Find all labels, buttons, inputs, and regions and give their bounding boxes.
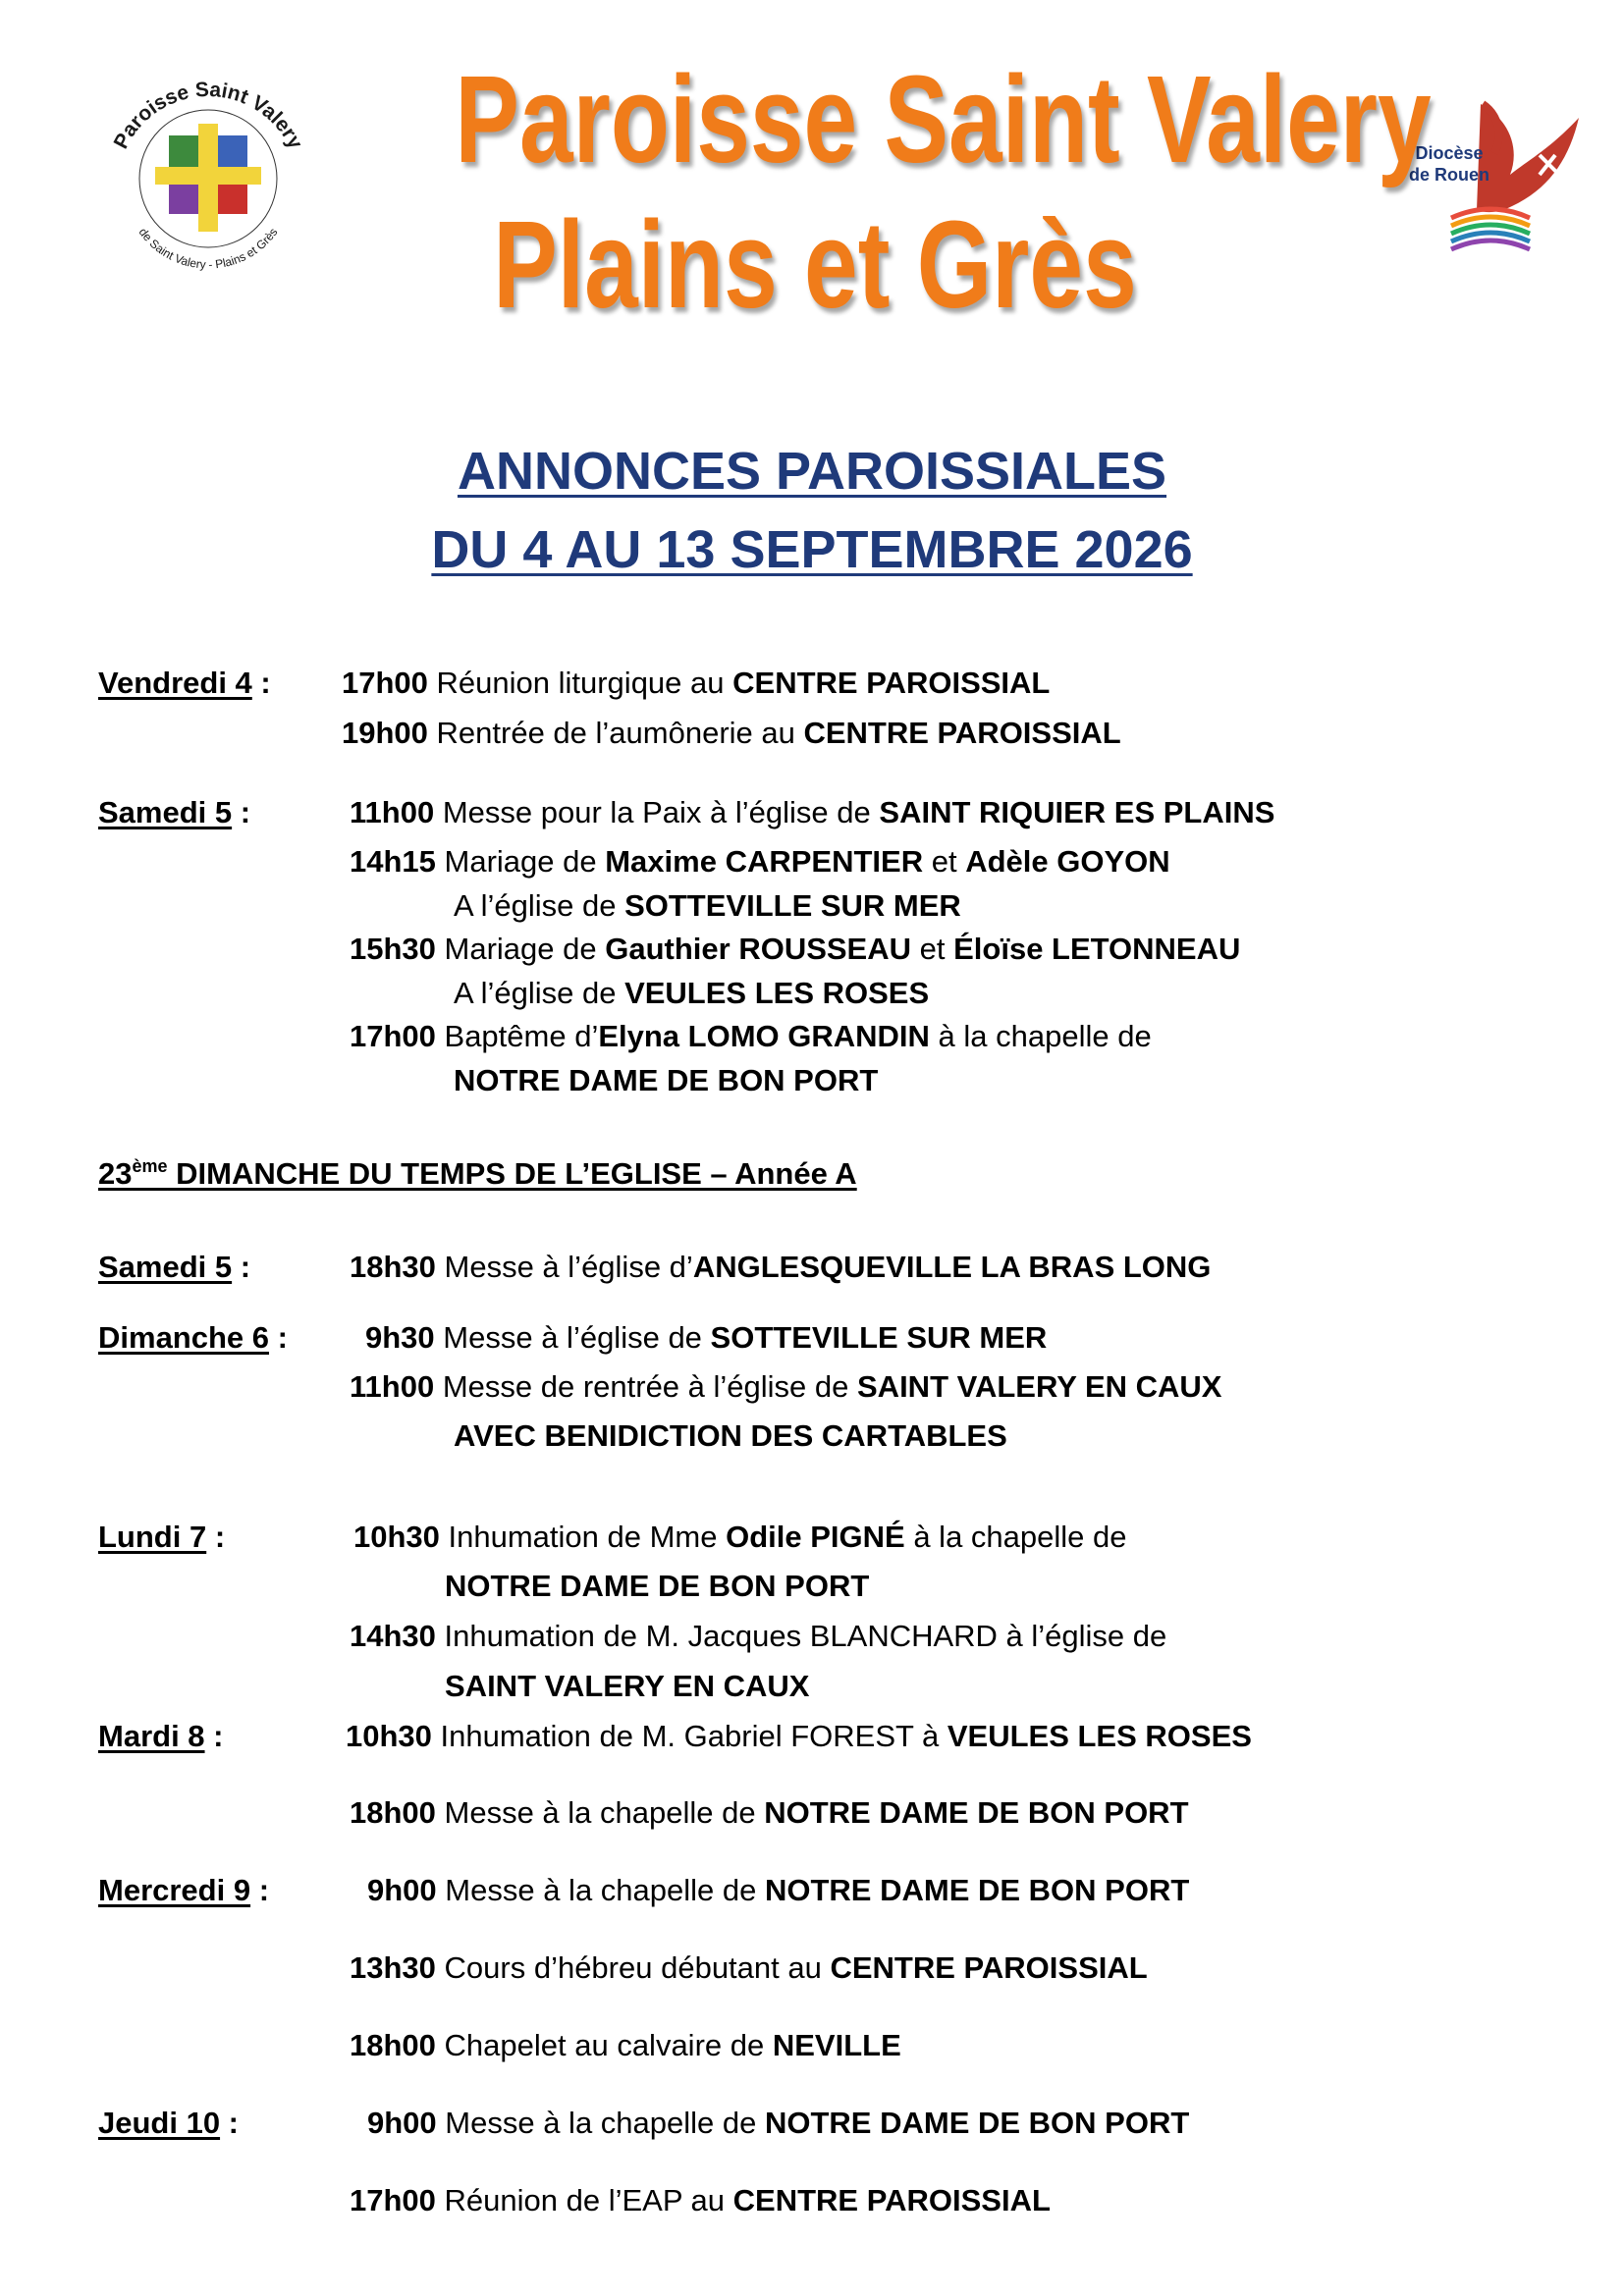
day-label: Samedi 5 : — [98, 1250, 251, 1284]
logo-title: Paroisse Saint Valery — [109, 78, 307, 153]
logo-text-line1: Diocèse — [1415, 143, 1484, 163]
cross-emblem-icon — [90, 77, 326, 293]
event-line: 14h15 Mariage de Maxime CARPENTIER et Adèle GOYON — [350, 844, 1170, 879]
event-line: NOTRE DAME DE BON PORT — [445, 1569, 870, 1603]
page-title-line1: Paroisse Saint Valery — [455, 50, 1432, 188]
svg-text:de Saint Valery - Plains et Gr — [136, 226, 281, 272]
event-line: 14h30 Inhumation de M. Jacques BLANCHARD à l’église de — [350, 1619, 1167, 1653]
event-line: 9h00 Messe à la chapelle de NOTRE DAME DE BON PORT — [367, 1873, 1190, 1907]
event-line: 9h00 Messe à la chapelle de NOTRE DAME DE BON PORT — [367, 2106, 1190, 2140]
day-label: Jeudi 10 : — [98, 2106, 239, 2140]
day-label: Samedi 5 : — [98, 795, 251, 829]
heading-line2: DU 4 AU 13 SEPTEMBRE 2026 — [431, 520, 1193, 579]
liturgical-sunday-heading: 23ème DIMANCHE DU TEMPS DE L’EGLISE – Année A — [98, 1156, 857, 1191]
event-line: 13h30 Cours d’hébreu débutant au CENTRE PAROISSIAL — [350, 1950, 1148, 1985]
event-line: SAINT VALERY EN CAUX — [445, 1669, 810, 1703]
event-line: 11h00 Messe de rentrée à l’église de SAINT VALERY EN CAUX — [350, 1369, 1222, 1404]
event-line: NOTRE DAME DE BON PORT — [454, 1063, 879, 1097]
heading-line1: ANNONCES PAROISSIALES — [457, 442, 1167, 501]
parish-logo — [90, 77, 326, 293]
event-line: 18h00 Chapelet au calvaire de NEVILLE — [350, 2028, 901, 2062]
page-title-line2: Plains et Grès — [493, 195, 1137, 334]
logo-text-line2: de Rouen — [1408, 165, 1490, 185]
day-label: Mercredi 9 : — [98, 1873, 270, 1907]
event-line: 9h30 Messe à l’église de SOTTEVILLE SUR MER — [365, 1320, 1048, 1355]
day-label: Dimanche 6 : — [98, 1320, 288, 1355]
event-line: 17h00 Réunion liturgique au CENTRE PAROISSIAL — [342, 666, 1051, 700]
event-line: 17h00 Réunion de l’EAP au CENTRE PAROISSIAL — [350, 2183, 1051, 2217]
event-line: 10h30 Inhumation de Mme Odile PIGNÉ à la chapelle de — [353, 1520, 1127, 1554]
day-label: Lundi 7 : — [98, 1520, 226, 1554]
event-line: 18h00 Messe à la chapelle de NOTRE DAME DE BON PORT — [350, 1795, 1189, 1830]
event-line: 11h00 Messe pour la Paix à l’église de SAINT RIQUIER ES PLAINS — [350, 795, 1275, 829]
event-line: 18h30 Messe à l’église d’ANGLESQUEVILLE LA BRAS LONG — [350, 1250, 1212, 1284]
event-line: 19h00 Rentrée de l’aumônerie au CENTRE PAROISSIAL — [342, 716, 1121, 750]
event-line: 10h30 Inhumation de M. Gabriel FOREST à VEULES LES ROSES — [346, 1719, 1252, 1753]
event-line: 15h30 Mariage de Gauthier ROUSSEAU et Éloïse LETONNEAU — [350, 932, 1241, 966]
event-line: AVEC BENIDICTION DES CARTABLES — [454, 1418, 1007, 1453]
event-line: A l’église de VEULES LES ROSES — [454, 976, 930, 1010]
day-label: Mardi 8 : — [98, 1719, 224, 1753]
logo-subtitle: de Saint Valery - Plains et Grès — [135, 225, 281, 272]
day-label: Vendredi 4 : — [98, 666, 271, 700]
event-line: 17h00 Baptême d’Elyna LOMO GRANDIN à la chapelle de — [350, 1019, 1152, 1053]
event-line: A l’église de SOTTEVILLE SUR MER — [454, 888, 961, 923]
